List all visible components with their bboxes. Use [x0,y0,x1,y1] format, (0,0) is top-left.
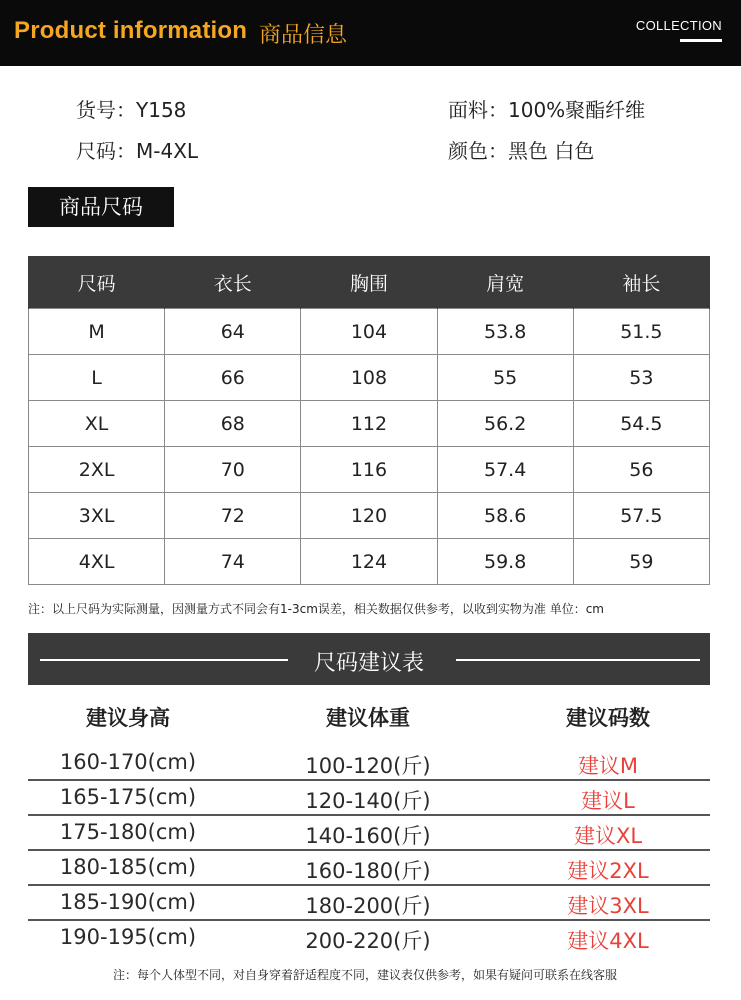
recommend-title-bar [28,633,710,685]
table-cell: 59.8 [437,539,573,585]
header-cell: 胸围 [301,256,437,309]
recommend-size: 建议L [581,789,635,813]
recommend-weight: 200-220(斤) [305,929,431,953]
table-cell: 53 [573,355,709,401]
recommend-weight: 120-140(斤) [305,789,431,813]
recommend-size: 建议2XL [567,859,649,883]
header-cell: 尺码 [29,256,165,309]
header-cell: 衣长 [165,256,301,309]
table-cell: 68 [165,401,301,447]
table-cell: 58.6 [437,493,573,539]
table-cell: 120 [301,493,437,539]
table-cell: 4XL [29,539,165,585]
table-cell: 56 [573,447,709,493]
table-row [29,539,710,585]
recommend-row [28,779,710,816]
title-english: Product information [14,17,248,44]
table-row [29,355,710,401]
recommend-size: 建议4XL [567,929,649,953]
table-row [29,309,710,355]
recommend-height: 175-180(cm) [59,820,197,844]
recommend-row [28,919,710,954]
table-row [29,447,710,493]
size-table [28,256,710,585]
title-chinese: 商品信息 [259,23,348,48]
recommend-title: 尺码建议表 [313,651,424,676]
table-cell: 53.8 [437,309,573,355]
table-cell: 66 [165,355,301,401]
recommend-note: 注：每个人体型不同，对自身穿着舒适程度不同，建议表仅供参考，如果有疑问可联系在线客服 [113,968,618,982]
recommend-height: 190-195(cm) [59,925,197,949]
collection-underline [680,39,722,42]
recommend-header-height: 建议身高 [86,706,170,730]
color-options: 颜色：黑色 白色 [448,139,595,163]
table-cell: 108 [301,355,437,401]
header-cell: 肩宽 [437,256,573,309]
item-number: 货号：Y158 [76,98,187,122]
recommend-row [28,849,710,886]
size-section-title: 商品尺码 [28,187,174,227]
table-cell: 54.5 [573,401,709,447]
header-cell: 袖长 [573,256,709,309]
table-cell: 59 [573,539,709,585]
table-row [29,401,710,447]
recommend-header-weight: 建议体重 [326,706,410,730]
divider-right [456,659,700,661]
table-cell: 104 [301,309,437,355]
size-table-header [29,256,710,309]
table-cell: L [29,355,165,401]
table-cell: 74 [165,539,301,585]
recommend-weight: 100-120(斤) [305,754,431,778]
recommend-height: 165-175(cm) [59,785,197,809]
recommend-row [28,744,710,781]
recommend-row [28,814,710,851]
table-cell: 57.4 [437,447,573,493]
size-note: 注：以上尺码为实际测量，因测量方式不同会有1-3cm误差，相关数据仅供参考，以收到实物为准 单位：cm [28,602,604,616]
table-cell: 124 [301,539,437,585]
table-cell: XL [29,401,165,447]
fabric: 面料：100%聚酯纤维 [448,98,646,122]
table-cell: 70 [165,447,301,493]
recommend-weight: 180-200(斤) [305,894,431,918]
table-cell: 3XL [29,493,165,539]
recommend-row [28,884,710,921]
recommend-weight: 160-180(斤) [305,859,431,883]
recommend-size: 建议3XL [567,894,649,918]
table-cell: M [29,309,165,355]
recommend-size: 建议M [577,754,639,778]
recommend-height: 160-170(cm) [59,750,197,774]
table-cell: 51.5 [573,309,709,355]
table-cell: 2XL [29,447,165,493]
table-cell: 112 [301,401,437,447]
table-cell: 72 [165,493,301,539]
table-cell: 55 [437,355,573,401]
table-cell: 56.2 [437,401,573,447]
size-range: 尺码：M-4XL [76,139,199,163]
recommend-height: 185-190(cm) [59,890,197,914]
recommend-header-size: 建议码数 [566,706,650,730]
table-cell: 64 [165,309,301,355]
recommend-size: 建议XL [573,824,643,848]
collection-label: COLLECTION [635,18,722,33]
table-cell: 116 [301,447,437,493]
table-row [29,493,710,539]
recommend-height: 180-185(cm) [59,855,197,879]
table-cell: 57.5 [573,493,709,539]
header-banner [0,0,741,66]
recommend-weight: 140-160(斤) [305,824,431,848]
